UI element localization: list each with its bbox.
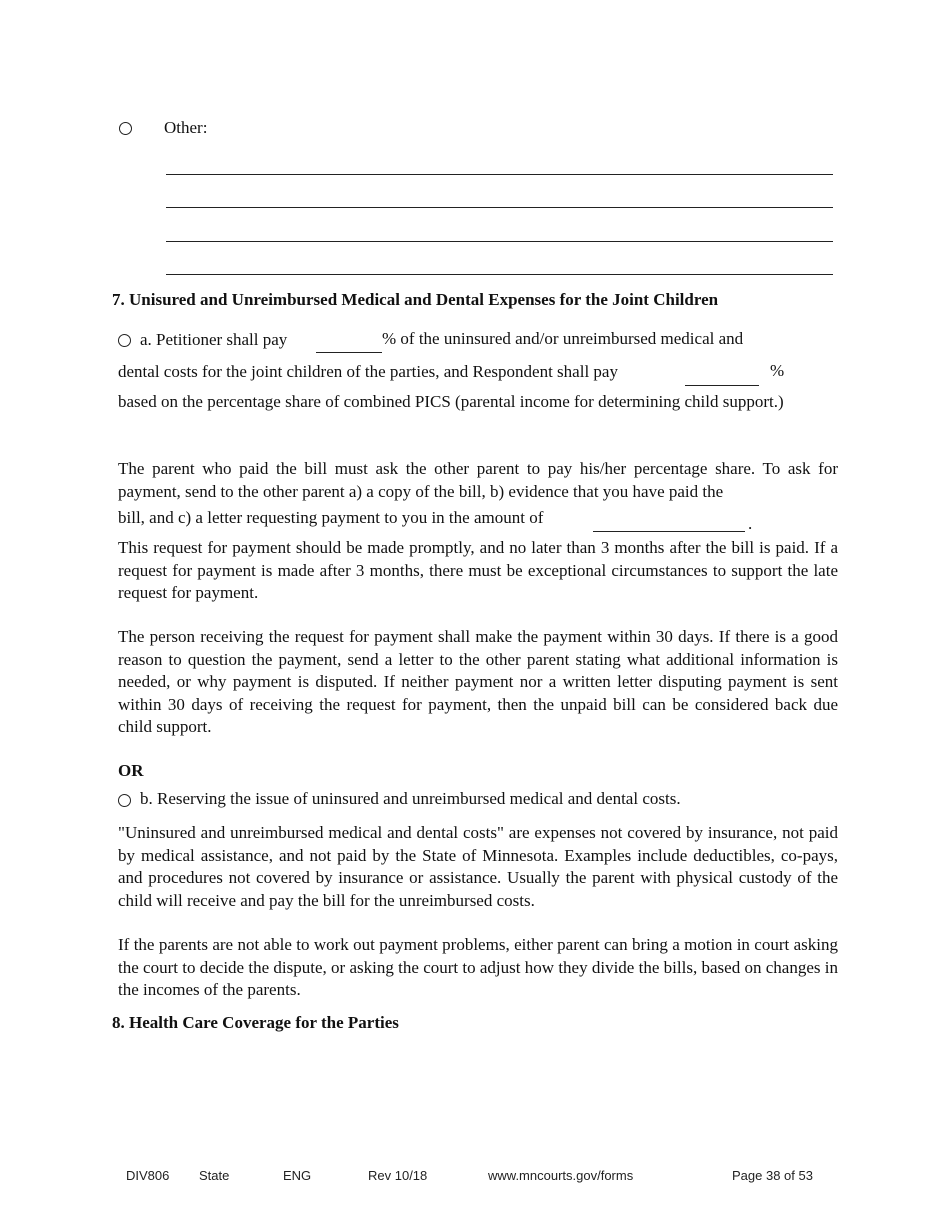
para-promptly: This request for payment should be made promptly, and no later than 3 months after the bill is paid. If a request for payment is made after 3 months, there must be exceptional circumstances to support the late request for payment. — [118, 538, 838, 602]
respondent-percent-sign: % — [770, 361, 785, 380]
request-amount-field[interactable] — [593, 509, 745, 532]
section-8-heading: 8. Health Care Coverage for the Parties — [112, 1013, 399, 1032]
other-line-2[interactable] — [166, 207, 833, 208]
other-line-3[interactable] — [166, 241, 833, 242]
para-definition: "Uninsured and unreimbursed medical and dental costs" are expenses not covered by insurance, not paid by medical assistance, and not paid by the State of Minnesota. Examples include deductibles, co-pays, and procedures not covered by insurance or assistance. Usually the parent with physical custody of the child will receive and pay the bill for the unreimbursed costs. — [118, 823, 838, 910]
petitioner-percent-field[interactable] — [316, 330, 382, 353]
para-receiving: The person receiving the request for payment shall make the payment within 30 days. If there is a good reason to question the payment, send a letter to the other parent stating what additional information is needed, or why payment is disputed. If neither payment nor a written letter disputing payment is sent within 30 days of receiving the request for payment, then the unpaid bill can be considered back due child support. — [118, 627, 838, 736]
footer-language: ENG — [283, 1168, 312, 1183]
para-request-part2: bill, and c) a letter requesting payment to you in the amount of — [118, 508, 544, 527]
other-label: Other: — [164, 118, 208, 137]
section-7-heading: 7. Unisured and Unreimbursed Medical and Dental Expenses for the Joint Children — [112, 290, 719, 309]
footer-jurisdiction: State — [199, 1168, 230, 1183]
option-a-basis: based on the percentage share of combined PICS (parental income for determining child support.) — [118, 392, 784, 411]
option-a-radio[interactable] — [118, 334, 131, 347]
other-line-1[interactable] — [166, 174, 833, 175]
para-motion: If the parents are not able to work out payment problems, either parent can bring a motion in court asking the court to decide the dispute, or asking the court to adjust how they divide the bills, based on changes in the incomes of the parents. — [118, 935, 838, 999]
other-radio[interactable] — [119, 122, 132, 135]
option-b-text: b. Reserving the issue of uninsured and unreimbursed medical and dental costs. — [140, 789, 681, 808]
footer-form-id: DIV806 — [126, 1168, 170, 1183]
request-period: . — [748, 514, 753, 533]
other-line-4[interactable] — [166, 274, 833, 275]
or-label: OR — [118, 761, 144, 780]
option-a-respondent-text: dental costs for the joint children of the parties, and Respondent shall pay — [118, 362, 618, 381]
respondent-percent-field[interactable] — [685, 363, 759, 386]
footer-revision: Rev 10/18 — [368, 1168, 428, 1183]
option-a-after-percent: % of the uninsured and/or unreimbursed medical and — [382, 329, 744, 348]
option-b-radio[interactable] — [118, 794, 131, 807]
option-a-petitioner-text: a. Petitioner shall pay — [140, 330, 288, 349]
footer-website[interactable]: www.mncourts.gov/forms — [488, 1168, 634, 1183]
footer-page-number: Page 38 of 53 — [732, 1168, 813, 1183]
para-request-part1: The parent who paid the bill must ask the other parent to pay his/her percentage share. To ask for payment, send to the other parent a) a copy of the bill, b) evidence that you have paid the — [118, 459, 838, 501]
